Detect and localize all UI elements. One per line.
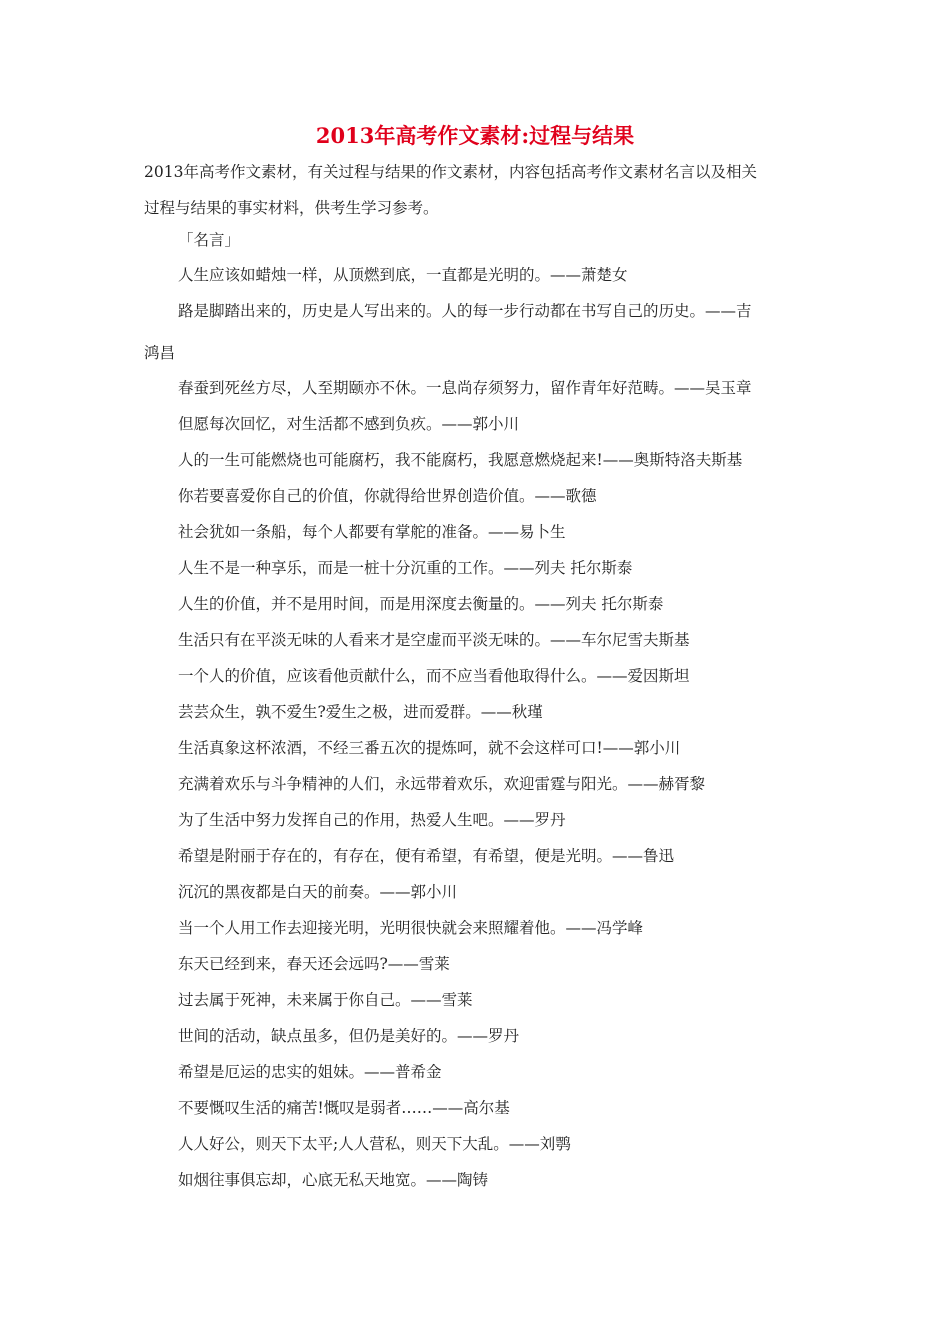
quote-line: 不要慨叹生活的痛苦!慨叹是弱者……——高尔基 — [178, 1099, 510, 1117]
quote-line: 为了生活中努力发挥自己的作用，热爱人生吧。——罗丹 — [178, 811, 566, 829]
quote-line: 春蚕到死丝方尽，人至期颐亦不休。一息尚存须努力，留作青年好范畴。——吴玉章 — [178, 379, 752, 397]
quote-line: 你若要喜爱你自己的价值，你就得给世界创造价值。——歌德 — [178, 487, 597, 505]
intro-line-1: 2013年高考作文素材，有关过程与结果的作文素材，内容包括高考作文素材名言以及相关 — [144, 163, 757, 181]
quote-line: 但愿每次回忆，对生活都不感到负疚。——郭小川 — [178, 415, 520, 433]
intro-line-2: 过程与结果的事实材料，供考生学习参考。 — [144, 199, 439, 217]
quote-line: 人人好公，则天下太平;人人营私，则天下大乱。——刘鹗 — [178, 1135, 571, 1153]
quote-line: 当一个人用工作去迎接光明，光明很快就会来照耀着他。——冯学峰 — [178, 919, 644, 937]
quote-line: 希望是附丽于存在的，有存在，便有希望，有希望，便是光明。——鲁迅 — [178, 847, 675, 865]
section-heading: 「名言」 — [178, 231, 241, 249]
quote-line: 充满着欢乐与斗争精神的人们，永远带着欢乐，欢迎雷霆与阳光。——赫胥黎 — [178, 775, 706, 793]
quote-line: 生活只有在平淡无味的人看来才是空虚而平淡无味的。——车尔尼雪夫斯基 — [178, 631, 690, 649]
quote-line: 世间的活动，缺点虽多，但仍是美好的。——罗丹 — [178, 1027, 520, 1045]
quote-line: 东天已经到来，春天还会远吗?——雪莱 — [178, 955, 450, 973]
quote-line: 人的一生可能燃烧也可能腐朽，我不能腐朽，我愿意燃烧起来!——奥斯特洛夫斯基 — [178, 451, 743, 469]
quote-line-continuation: 鸿昌 — [144, 344, 176, 362]
quote-line: 人生不是一种享乐，而是一桩十分沉重的工作。——列夫 托尔斯泰 — [178, 559, 633, 577]
quote-line: 社会犹如一条船，每个人都要有掌舵的准备。——易卜生 — [178, 523, 566, 541]
quote-line: 路是脚踏出来的，历史是人写出来的。人的每一步行动都在书写自己的历史。——吉 — [178, 302, 752, 320]
quote-line: 芸芸众生，孰不爱生?爱生之极，进而爱群。——秋瑾 — [178, 703, 543, 721]
page-title: 2013年高考作文素材:过程与结果 — [315, 123, 635, 148]
quote-line: 过去属于死神，未来属于你自己。——雪莱 — [178, 991, 473, 1009]
quote-line: 希望是厄运的忠实的姐妹。——普希金 — [178, 1063, 442, 1081]
quote-line: 一个人的价值，应该看他贡献什么，而不应当看他取得什么。——爱因斯坦 — [178, 667, 690, 685]
quote-line: 如烟往事俱忘却，心底无私天地宽。——陶铸 — [178, 1171, 489, 1189]
quote-line: 人生应该如蜡烛一样，从顶燃到底，一直都是光明的。——萧楚女 — [178, 266, 628, 284]
quote-line: 沉沉的黑夜都是白天的前奏。——郭小川 — [178, 883, 458, 901]
quote-line: 人生的价值，并不是用时间，而是用深度去衡量的。——列夫 托尔斯泰 — [178, 595, 664, 613]
quote-line: 生活真象这杯浓酒，不经三番五次的提炼呵，就不会这样可口!——郭小川 — [178, 739, 681, 757]
